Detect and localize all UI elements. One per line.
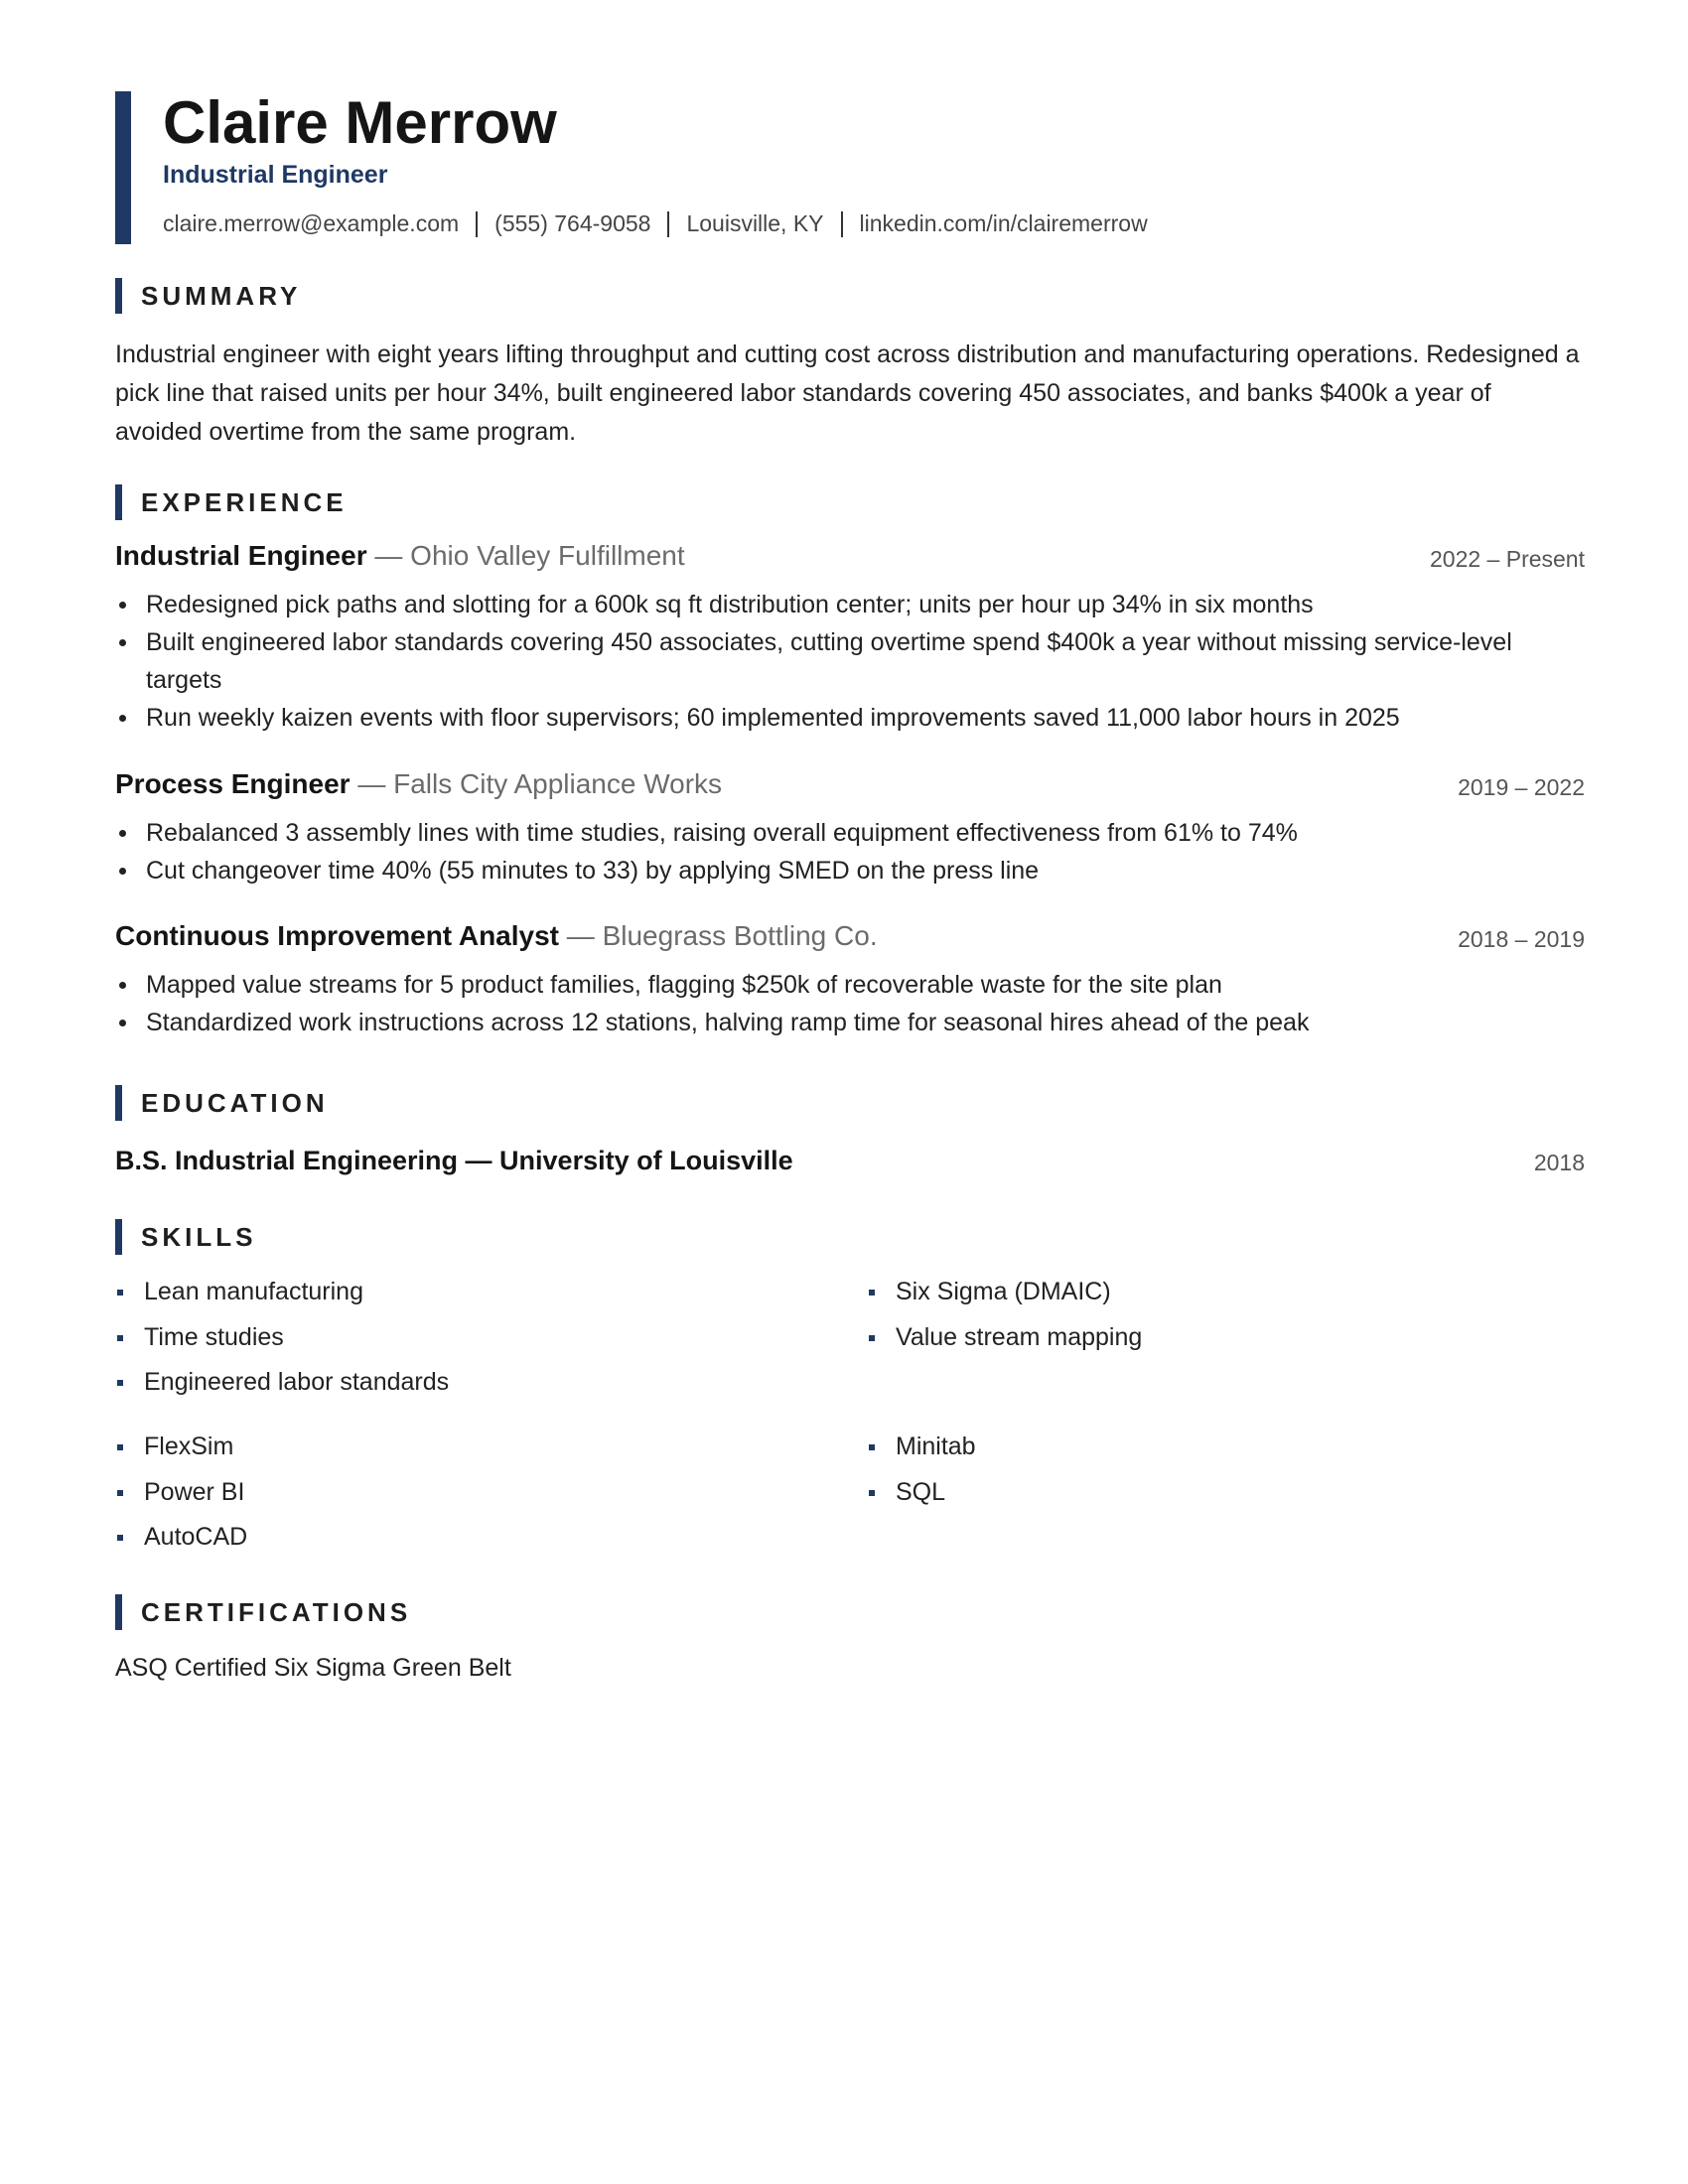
job-bullets <box>115 814 1585 889</box>
contact-separator <box>667 211 669 237</box>
education-entry <box>115 1146 1585 1185</box>
experience-entry <box>115 920 1585 1041</box>
job-bullet: Mapped value streams for 5 product families, flagging $250k of recoverable waste for the site plan <box>115 966 1585 1004</box>
job-dates: 2022 – Present <box>1429 546 1585 572</box>
section-accent-bar <box>115 1594 122 1630</box>
job-bullets <box>115 966 1585 1041</box>
contact-separator <box>841 211 843 237</box>
section-heading-education <box>115 1085 329 1121</box>
skill-item: FlexSim <box>115 1425 867 1470</box>
job-title: Process Engineer <box>115 768 351 799</box>
skill-item: Power BI <box>115 1470 867 1516</box>
section-heading-skills <box>115 1219 256 1255</box>
section-heading-experience <box>115 484 348 520</box>
header-accent-bar <box>115 91 131 244</box>
section-title: EXPERIENCE <box>141 486 348 517</box>
skills-column-right <box>867 1425 1585 1561</box>
job-title: Industrial Engineer <box>115 540 367 571</box>
job-header <box>115 920 1585 960</box>
certification-item: ASQ Certified Six Sigma Green Belt <box>115 1654 511 1682</box>
job-company: — Bluegrass Bottling Co. <box>559 920 878 951</box>
section-heading-certifications <box>115 1594 411 1630</box>
skill-item: Six Sigma (DMAIC) <box>867 1270 1585 1315</box>
resume-header <box>115 91 1585 244</box>
skill-item: AutoCAD <box>115 1515 867 1561</box>
skills-column-right <box>867 1270 1585 1406</box>
contact-line <box>163 210 1148 237</box>
job-title: Continuous Improvement Analyst <box>115 920 560 951</box>
skills-group <box>115 1270 1585 1406</box>
contact-location: Louisville, KY <box>686 210 824 236</box>
section-title: SKILLS <box>141 1221 257 1252</box>
skill-item: Minitab <box>867 1425 1585 1470</box>
job-bullet: Standardized work instructions across 12 stations, halving ramp time for seasonal hires ahead of the peak <box>115 1004 1585 1041</box>
job-bullets <box>115 586 1585 737</box>
experience-entry <box>115 540 1585 737</box>
contact-separator <box>476 211 478 237</box>
section-accent-bar <box>115 484 122 520</box>
skill-item: SQL <box>867 1470 1585 1516</box>
job-bullet: Run weekly kaizen events with floor supervisors; 60 implemented improvements saved 11,000 labor hours in 2025 <box>115 699 1585 737</box>
contact-phone: (555) 764-9058 <box>494 210 651 236</box>
education-degree: B.S. Industrial Engineering — University of Louisville <box>115 1146 793 1175</box>
job-company: — Falls City Appliance Works <box>350 768 723 799</box>
section-heading-summary <box>115 278 301 314</box>
section-title: SUMMARY <box>141 280 302 311</box>
contact-email: claire.merrow@example.com <box>163 210 460 236</box>
education-year: 2018 <box>1533 1150 1585 1175</box>
job-dates: 2018 – 2019 <box>1458 926 1585 952</box>
job-header <box>115 540 1585 580</box>
summary-text: Industrial engineer with eight years lifting throughput and cutting cost across distribution and manufacturing operations. Redesigned a pick line that raised units per hour 34%, built engineered labor standards covering 450 associates, and banks $400k a year of avoided overtime from the same program. <box>115 341 1580 446</box>
skill-item: Value stream mapping <box>867 1315 1585 1361</box>
job-bullet: Redesigned pick paths and slotting for a 600k sq ft distribution center; units per hour up 34% in six months <box>115 586 1585 623</box>
skills-group <box>115 1425 1585 1561</box>
skills-column-left <box>115 1425 867 1561</box>
experience-entry <box>115 768 1585 889</box>
skill-item: Lean manufacturing <box>115 1270 867 1315</box>
section-accent-bar <box>115 1085 122 1121</box>
section-title: CERTIFICATIONS <box>141 1596 412 1627</box>
skill-item: Time studies <box>115 1315 867 1361</box>
skills-column-left <box>115 1270 867 1406</box>
job-dates: 2019 – 2022 <box>1458 774 1585 800</box>
job-company: — Ohio Valley Fulfillment <box>366 540 685 571</box>
section-accent-bar <box>115 278 122 314</box>
job-bullet: Built engineered labor standards covering 450 associates, cutting overtime spend $400k a year without missing service-level targets <box>115 623 1585 699</box>
contact-linkedin: linkedin.com/in/clairemerrow <box>859 210 1148 236</box>
job-header <box>115 768 1585 808</box>
skill-item: Engineered labor standards <box>115 1360 867 1406</box>
candidate-role: Industrial Engineer <box>163 161 388 189</box>
job-bullet: Rebalanced 3 assembly lines with time studies, raising overall equipment effectiveness from 61% to 74% <box>115 814 1585 852</box>
job-bullet: Cut changeover time 40% (55 minutes to 33) by applying SMED on the press line <box>115 852 1585 889</box>
section-accent-bar <box>115 1219 122 1255</box>
section-title: EDUCATION <box>141 1087 329 1118</box>
candidate-name: Claire Merrow <box>163 89 557 156</box>
